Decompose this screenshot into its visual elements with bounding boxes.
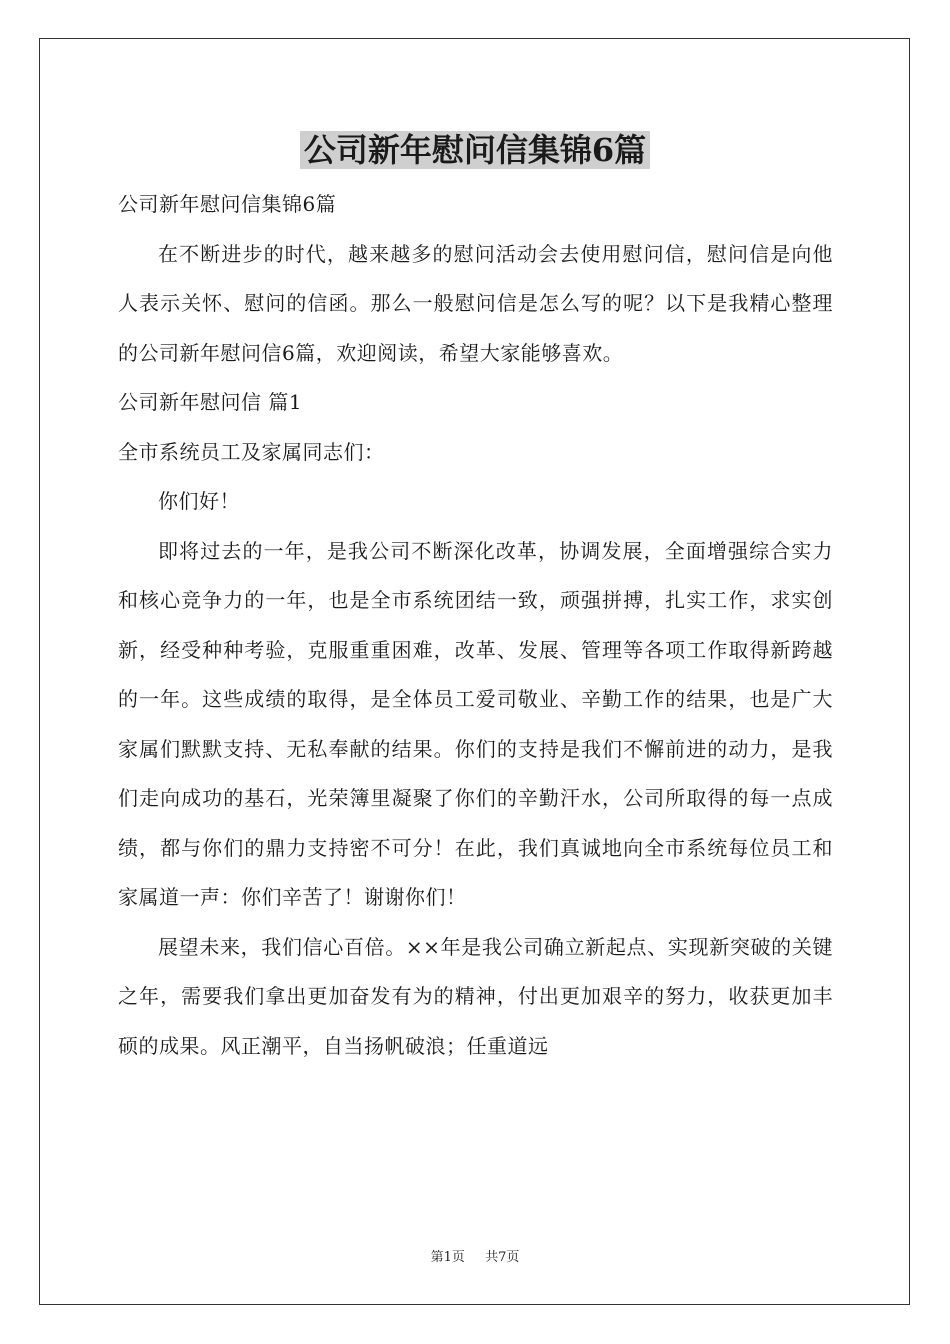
page-number: 第1页 (430, 1250, 465, 1265)
document-body (118, 180, 833, 1071)
paragraph: 在不断进步的时代，越来越多的慰问活动会去使用慰问信，慰问信是向他人表示关怀、慰问的信函。那么一般慰问信是怎么写的呢？以下是我精心整理的公司新年慰问信6篇，欢迎阅读，希望大家能够喜欢。 (118, 241, 833, 365)
paragraph: 公司新年慰问信 篇1 (118, 390, 303, 414)
paragraph: 展望未来，我们信心百倍。××年是我公司确立新起点、实现新突破的关键之年，需要我们拿出更加奋发有为的精神，付出更加艰辛的努力，收获更加丰硕的成果。风正潮平，自当扬帆破浪；任重道远 (118, 934, 833, 1058)
page-total: 共7页 (485, 1250, 520, 1265)
title-text: 公司新年慰问信集锦6篇 (300, 131, 650, 169)
subtitle-line: 公司新年慰问信集锦6篇 (118, 192, 337, 216)
document-title (0, 127, 950, 173)
paragraph: 你们好！ (158, 489, 240, 513)
paragraph: 全市系统员工及家属同志们： (118, 439, 385, 464)
page-footer (0, 1246, 950, 1265)
paragraph: 即将过去的一年，是我公司不断深化改革，协调发展，全面增强综合实力和核心竞争力的一年，也是全市系统团结一致，顽强拼搏，扎实工作，求实创新，经受种种考验，克服重重困难，改革、发展、管理等各项工作取得新跨越的一年。这些成绩的取得，是全体员工爱司敬业、辛勤工作的结果，也是广大家属们默默支持、无私奉献的结果。你们的支持是我们不懈前进的动力，是我们走向成功的基石，光荣簿里凝聚了你们的辛勤汗水，公司所取得的每一点成绩，都与你们的鼎力支持密不可分！在此，我们真诚地向全市系统每位员工和家属道一声：你们辛苦了！谢谢你们！ (118, 538, 833, 909)
